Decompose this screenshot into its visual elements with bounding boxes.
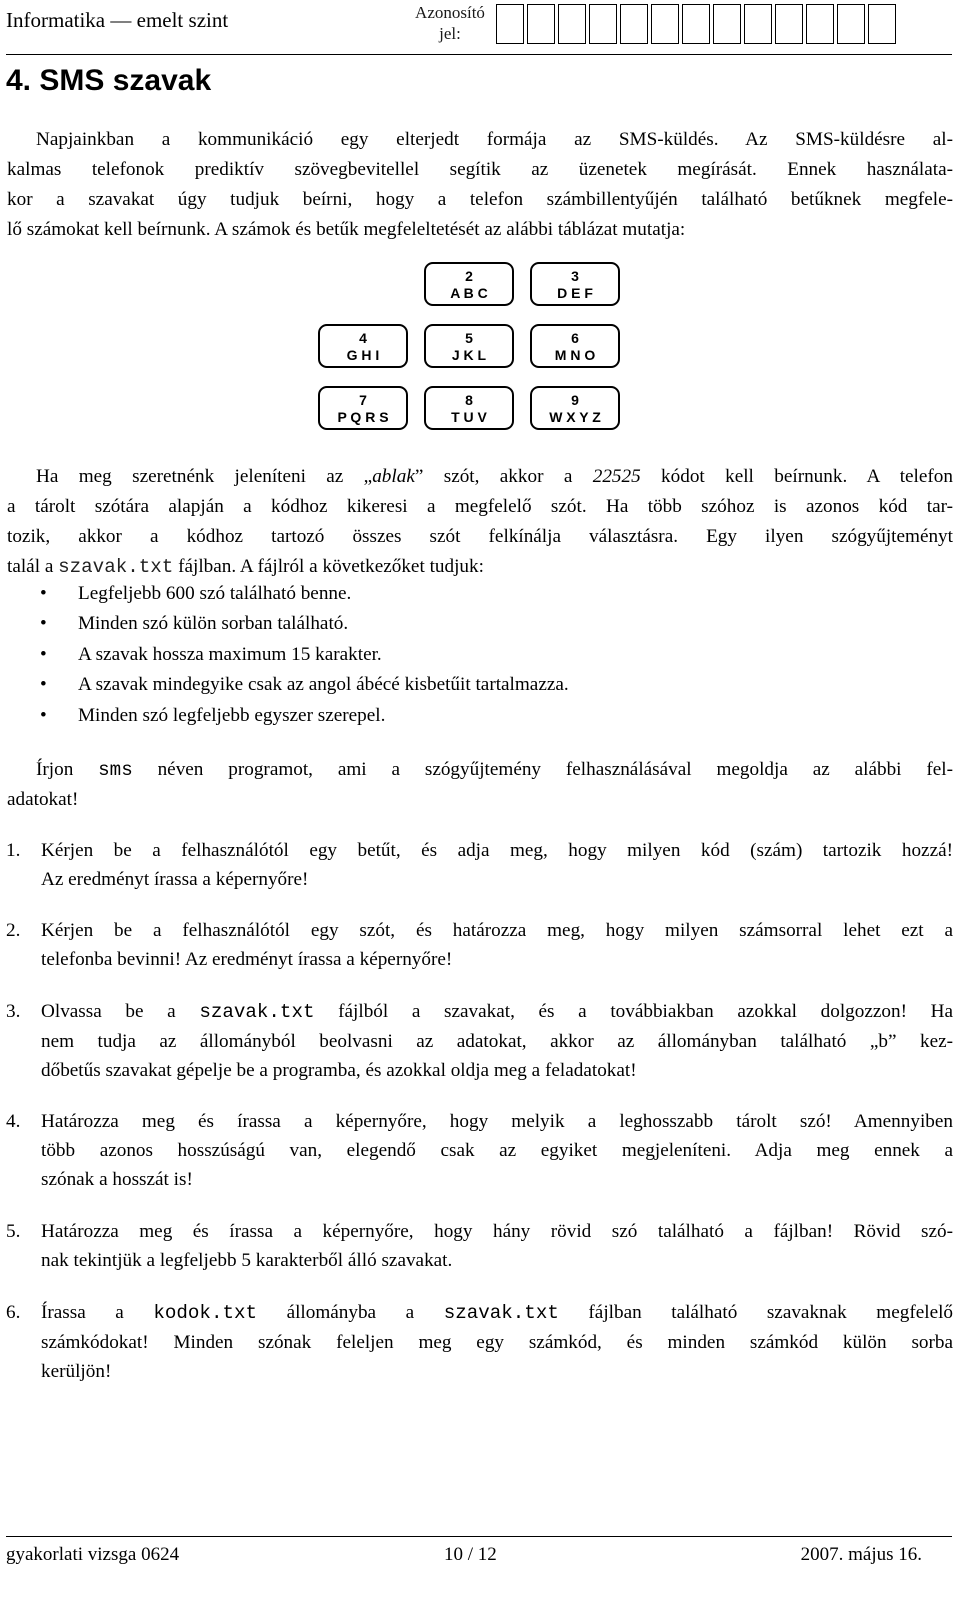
key-8: 8 T U V (424, 386, 514, 430)
intro-line-3: kor a szavakat úgy tudjuk beírni, hogy a telefon számbillentyűjén található betűknek megfele- (7, 189, 953, 210)
id-box (713, 4, 741, 44)
explanation-line-1: Ha meg szeretnénk jeleníteni az „ablak” szót, akkor a 22525 kódot kell beírnunk. A telefon (36, 466, 953, 487)
id-box (744, 4, 772, 44)
footer-rule (6, 1536, 952, 1537)
header-id-label (404, 2, 496, 44)
instruction-line-2: adatokat! (7, 789, 79, 810)
task-2: 2. Kérjen be a felhasználótól egy szót, és határozza meg, hogy milyen számsorral lehet ezt a telefonba bevinni! Az eredményt írassa a képernyőre! (6, 916, 953, 974)
intro-line-2: kalmas telefonok prediktív szövegbevitellel segítik az üzenetek megírását. Ennek használata- (7, 159, 953, 180)
footer-page-number: 10 / 12 (444, 1544, 497, 1565)
list-item: • Legfeljebb 600 szó található benne. (40, 583, 352, 604)
id-box (682, 4, 710, 44)
key-3: 3 D E F (530, 262, 620, 306)
footer-exam-code: gyakorlati vizsga 0624 (6, 1544, 180, 1565)
intro-paragraph (7, 125, 953, 245)
task-4: 4. Határozza meg és írassa a képernyőre, hogy melyik a leghosszabb tárolt szó! Amennyiben több azonos hosszúságú van, elegendő csak az egyiket megjeleníteni. Adja meg ennek a szónak a hosszát is! (6, 1107, 953, 1194)
task-3: 3. Olvassa be a szavak.txt fájlból a szavakat, és a továbbiakban azokkal dolgozzon! Ha nem tudja az állományból beolvasni az adatokat, akkor az állományban található „b” kez- dőbetűs szavakat gépelje be a programba, és azokkal oldja meg a feladatokat! (6, 997, 953, 1085)
explanation-line-3: tozik, akkor a kódhoz tartozó összes szót felkínálja választásra. Egy ilyen szógyűjteményt (7, 526, 953, 547)
task-1: 1. Kérjen be a felhasználótól egy betűt, és adja meg, hogy milyen kód (szám) tartozik hozzá! Az eredményt írassa a képernyőre! (6, 836, 953, 894)
task-number: 2. (6, 920, 21, 941)
id-label-line-1: Azonosító (415, 3, 485, 22)
key-9: 9 W X Y Z (530, 386, 620, 430)
explanation-line-4: talál a szavak.txt fájlban. A fájlról a következőket tudjuk: (7, 556, 484, 578)
key-6: 6 M N O (530, 324, 620, 368)
list-item: • A szavak mindegyike csak az angol ábécé kisbetűit tartalmazza. (40, 674, 569, 696)
id-box (527, 4, 555, 44)
id-box (558, 4, 586, 44)
id-boxes (496, 4, 899, 44)
instruction-line-1: Írjon sms néven programot, ami a szógyűjtemény felhasználásával megoldja az alábbi fel- (36, 759, 953, 781)
id-box (620, 4, 648, 44)
id-box (651, 4, 679, 44)
id-box (868, 4, 896, 44)
instruction-paragraph (7, 755, 953, 815)
intro-line-1: Napjainkban a kommunikáció egy elterjedt formája az SMS-küldés. Az SMS-küldésre al- (36, 129, 953, 150)
explanation-line-2: a tárolt szótára alapján a kódhoz kikeresi a megfelelő szót. Ha több szóhoz is azonos kód tar- (7, 496, 953, 517)
id-label-line-2: jel: (439, 24, 461, 43)
key-4: 4 G H I (318, 324, 408, 368)
footer-date: 2007. május 16. (800, 1544, 922, 1565)
file-facts-list (36, 579, 936, 731)
key-7: 7 P Q R S (318, 386, 408, 430)
header-rule (6, 54, 952, 55)
task-6: 6. Írassa a kodok.txt állományba a szavak.txt fájlban található szavaknak megfelelő számkódokat! Minden szónak feleljen meg egy számkód, és minden számkód külön sorba kerüljön! (6, 1298, 953, 1386)
page-title: 4. SMS szavak (6, 64, 212, 97)
task-number: 1. (6, 840, 21, 861)
key-2: 2 A B C (424, 262, 514, 306)
explanation-paragraph (7, 462, 953, 582)
id-box (496, 4, 524, 44)
id-box (837, 4, 865, 44)
key-5: 5 J K L (424, 324, 514, 368)
task-number: 3. (6, 1001, 21, 1022)
id-box (589, 4, 617, 44)
id-box (775, 4, 803, 44)
task-number: 4. (6, 1111, 21, 1132)
task-5: 5. Határozza meg és írassa a képernyőre, hogy hány rövid szó található a fájlban! Rövid szó- nak tekintjük a legfeljebb 5 karakterből álló szavakat. (6, 1217, 953, 1275)
keypad (318, 262, 628, 432)
header-subject: Informatika — emelt szint (6, 8, 229, 32)
id-box (806, 4, 834, 44)
list-item: • Minden szó legfeljebb egyszer szerepel. (40, 704, 386, 726)
list-item: • A szavak hossza maximum 15 karakter. (40, 643, 382, 665)
task-number: 5. (6, 1221, 21, 1242)
list-item: • Minden szó külön sorban található. (40, 613, 349, 635)
task-number: 6. (6, 1302, 21, 1323)
intro-line-4: lő számokat kell beírnunk. A számok és betűk megfeleltetését az alábbi táblázat mutatja: (7, 219, 686, 240)
